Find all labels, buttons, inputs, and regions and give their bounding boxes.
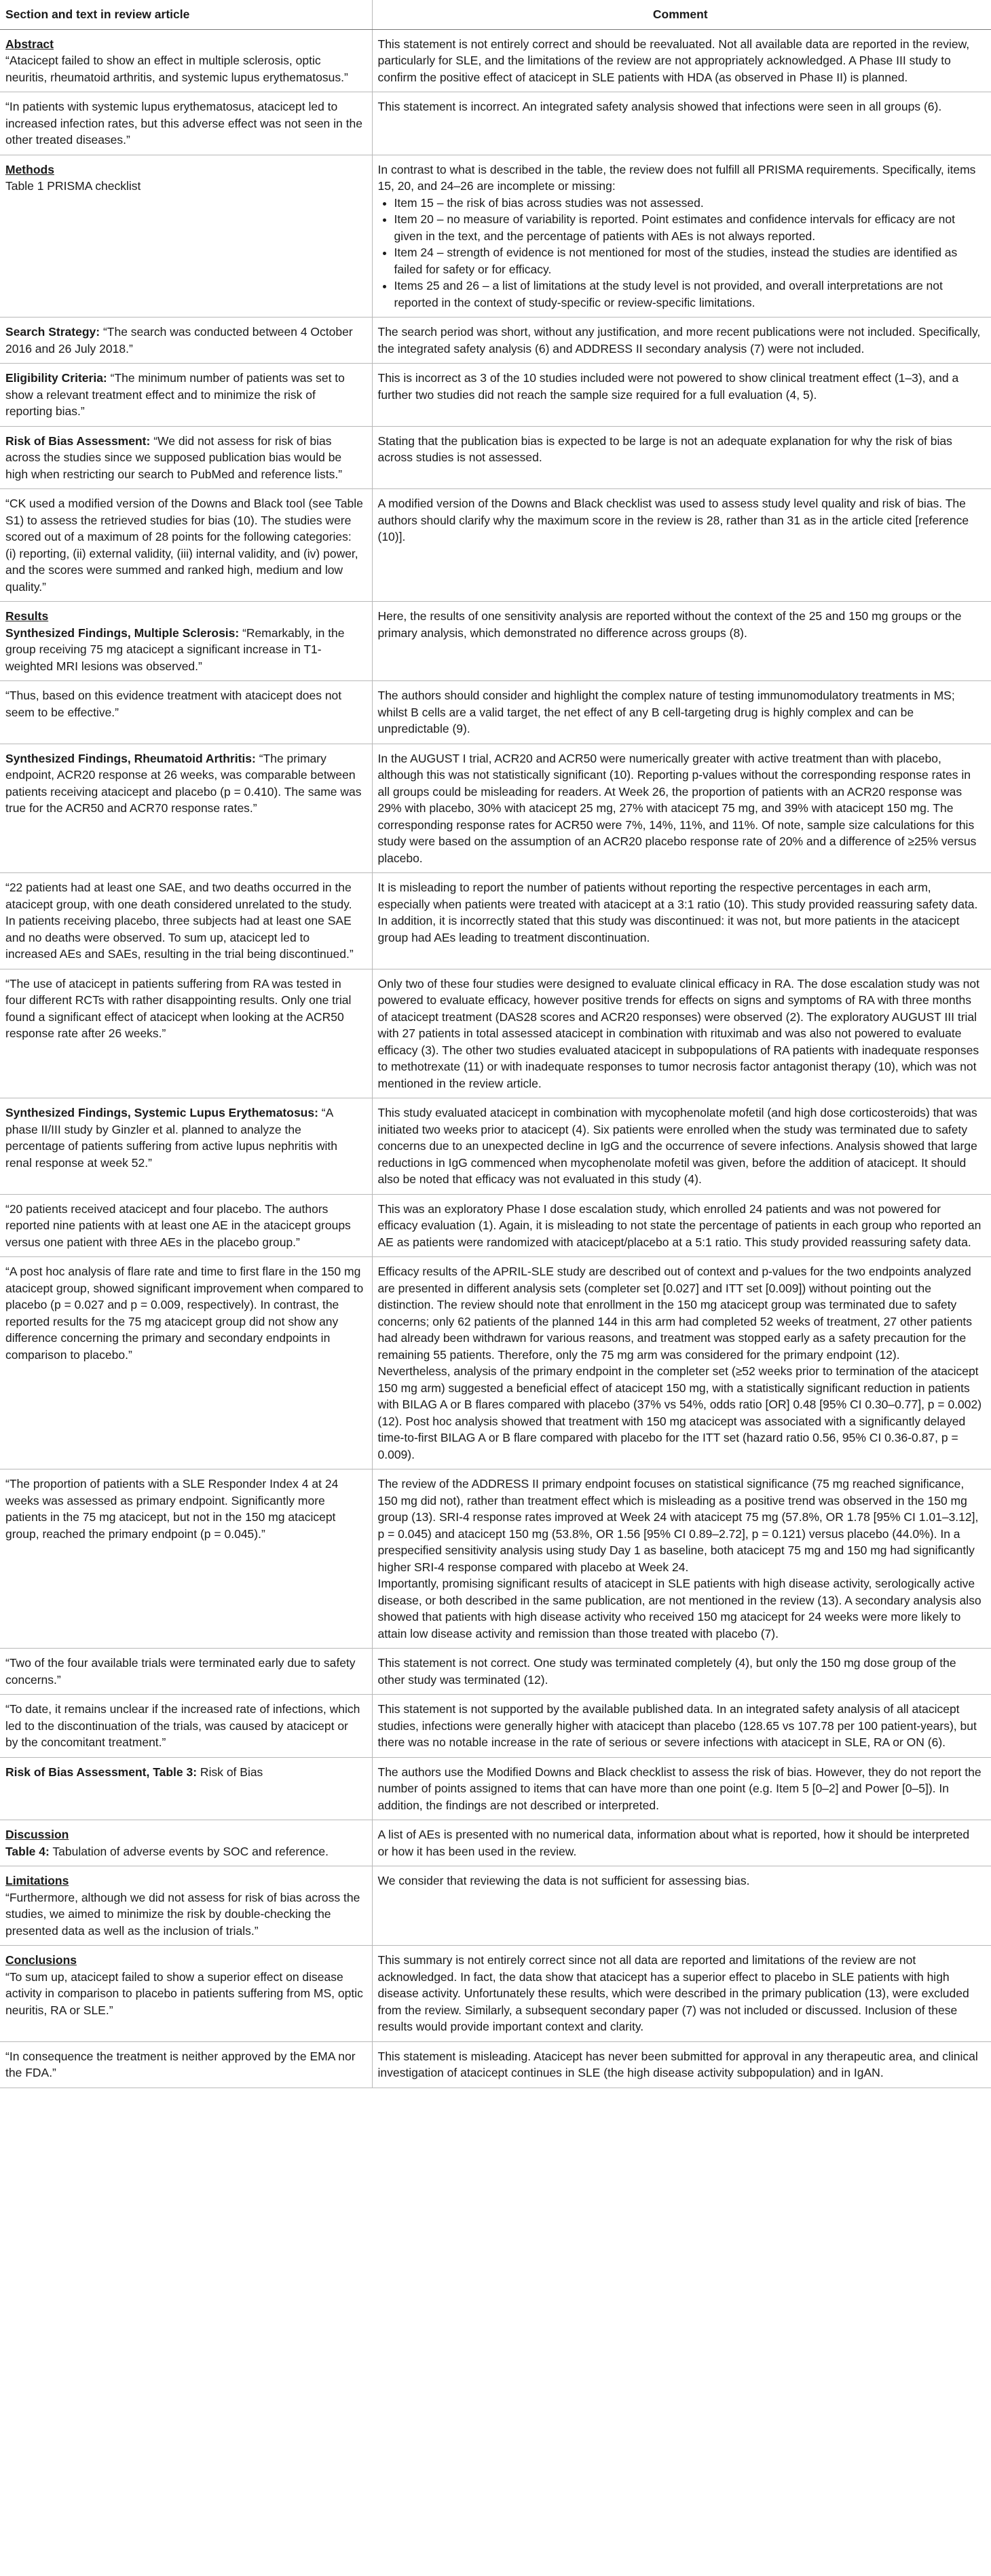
table-reference-label: Table 4: xyxy=(5,1844,50,1858)
quote-text: “22 patients had at least one SAE, and two deaths occurred in the atacicept group, with one death considered unrelated to the study. In patients receiving placebo, three subjects had at least one SAE and no deaths were observed. To sum up, atacicept led to increased AEs and SAEs, resulting in the trial being discontinued.” xyxy=(5,881,354,961)
comment-cell xyxy=(372,1098,991,1195)
review-text-cell xyxy=(0,1194,372,1257)
review-text-cell xyxy=(0,681,372,744)
comment-paragraph: Stating that the publication bias is expected to be large is not an adequate explanation for why the risk of bias across studies is not assessed. xyxy=(377,434,952,464)
comment-cell xyxy=(372,873,991,969)
comment-cell xyxy=(372,29,991,92)
comment-paragraph: It is misleading to report the number of patients without reporting the respective percentages in each arm, especially when patients were treated with atacicept at a 3:1 ratio (10). This study provided reassuring safety data. xyxy=(377,881,978,911)
quote-text: “The minimum number of patients was set to show a relevant treatment effect and to minimize the risk of reporting bias.” xyxy=(5,371,345,418)
comment-paragraph: This statement is not entirely correct and should be reevaluated. Not all available data are reported in the review, particularly for SLE, and the limitations of the review are not appropriately acknowledged. A Phase III study to confirm the positive effect of atacicept in SLE patients with HDA (as observed in Phase II) is planned. xyxy=(377,37,970,84)
comment-cell xyxy=(372,1757,991,1820)
comment-cell xyxy=(372,364,991,427)
review-text-cell xyxy=(0,1695,372,1758)
subsection-label: Synthesized Findings, Rheumatoid Arthritis: xyxy=(5,751,256,765)
review-text-cell xyxy=(0,1866,372,1946)
comment-paragraph: In the AUGUST I trial, ACR20 and ACR50 were numerically greater with active treatment than with placebo, although this was not statistically significant (10). Reporting p-values without the corresponding response rates in all groups could be misleading for readers. At Week 26, the proportion of patients with an ACR20 response was 29% with placebo, 30% with atacicept 25 mg, 27% with atacicept 75 mg, and 39% with atacicept 150 mg. The corresponding response rates for ACR50 were 7%, 14%, 11%, and 11%. Of note, sample size calculations for this study were based on the assumption of an ACR20 placebo response rate of 20% and a difference of ≥25% versus placebo. xyxy=(377,751,977,865)
comment-cell xyxy=(372,489,991,602)
quote-text: “20 patients received atacicept and four placebo. The authors reported nine patients with at least one AE in the atacicept groups versus one patient with three AEs in the placebo group.” xyxy=(5,1202,351,1249)
comment-cell xyxy=(372,744,991,873)
table-header-row xyxy=(0,0,991,29)
comment-cell xyxy=(372,1194,991,1257)
table-row xyxy=(0,92,991,155)
comment-paragraph: Only two of these four studies were designed to evaluate clinical efficacy in RA. The dose escalation study was not powered to evaluate efficacy, however positive trends for effects on signs and symptoms of RA with three months of atacicept treatment (DAS28 scores and ACR20 responses) were observed (2). The exploratory AUGUST III trial with 27 patients in total assessed atacicept in combination with rituximab and was also not powered to evaluate efficacy (3). The other two studies evaluated atacicept in subpopulations of RA patients with inadequate responses to methotrexate (11) or with inadequate responses to tumor necrosis factor antagonist therapy (10), which was not mentioned in the review article. xyxy=(377,976,980,1090)
subsection-label: Risk of Bias Assessment, Table 3: xyxy=(5,1765,198,1779)
review-text-cell xyxy=(0,1757,372,1820)
quote-text: “A phase II/III study by Ginzler et al. planned to analyze the percentage of patients suffering from active lupus nephritis with renal response at week 52.” xyxy=(5,1106,337,1170)
table-row xyxy=(0,1695,991,1758)
review-quote xyxy=(5,2048,364,2081)
quote-text: “Thus, based on this evidence treatment with atacicept does not seem to be effective.” xyxy=(5,689,342,719)
review-text-cell xyxy=(0,1098,372,1195)
comment-paragraph: This summary is not entirely correct since not all data are reported and limitations of the review are not acknowledged. In fact, the data show that atacicept has a superior effect to placebo in SLE patients with high disease activity. Unfortunately these results, which were described in the primary publication (13), were excluded from the review. Similarly, a subsequent secondary paper (7) was not included or discussed. Inclusion of these results would provide important context and clarity. xyxy=(377,1953,969,2033)
quote-text: Tabulation of adverse events by SOC and reference. xyxy=(49,1844,329,1858)
review-quote xyxy=(5,1843,364,1860)
comment-paragraph: This statement is not supported by the available published data. In an integrated safety analysis of all atacicept studies, infections were generally higher with atacicept than placebo (128.65 vs 107.78 per 100 patient-years), but there was no notable increase in the rate of serious or severe infections with atacicept in SLE, RA or ON (6). xyxy=(377,1702,977,1749)
comment-cell xyxy=(372,969,991,1098)
subsection-label: Eligibility Criteria: xyxy=(5,371,107,385)
review-quote xyxy=(5,1969,364,2019)
section-heading: Discussion xyxy=(5,1828,69,1841)
review-text-cell xyxy=(0,602,372,681)
table-row xyxy=(0,489,991,602)
table-row xyxy=(0,426,991,489)
table-row xyxy=(0,1257,991,1469)
review-text-cell xyxy=(0,744,372,873)
list-item: • Item 24 – strength of evidence is not mentioned for most of the studies, instead the studies are identified as failed for safety or for efficacy. xyxy=(394,244,984,277)
comment-cell xyxy=(372,1695,991,1758)
table-row xyxy=(0,1649,991,1695)
review-text-cell xyxy=(0,1820,372,1866)
review-text-cell xyxy=(0,1946,372,2042)
comment-cell xyxy=(372,2041,991,2088)
quote-text: “The search was conducted between 4 October 2016 and 26 July 2018.” xyxy=(5,325,353,355)
table-row xyxy=(0,2041,991,2088)
quote-text: “Furthermore, although we did not assess for risk of bias across the studies, we aimed to minimize the risk by double-checking the presented data as well as the inclusion of trials.” xyxy=(5,1890,360,1938)
quote-text: “Two of the four available trials were terminated early due to safety concerns.” xyxy=(5,1656,356,1687)
subsection-label: Search Strategy: xyxy=(5,325,100,339)
review-text-cell xyxy=(0,155,372,318)
review-text-cell xyxy=(0,1257,372,1469)
comment-cell xyxy=(372,1649,991,1695)
review-quote xyxy=(5,879,364,963)
review-text-cell xyxy=(0,489,372,602)
table-row xyxy=(0,681,991,744)
comment-cell xyxy=(372,681,991,744)
column-header-section: Section and text in review article xyxy=(0,0,372,29)
table-row xyxy=(0,155,991,318)
quote-text: Table 1 PRISMA checklist xyxy=(5,179,141,193)
section-heading: Abstract xyxy=(5,37,54,51)
quote-text: “The primary endpoint, ACR20 response at 26 weeks, was comparable between patients receiving atacicept and placebo (p = 0.410). The same was true for the ACR50 and ACR70 response rates.” xyxy=(5,751,362,815)
list-item: • Item 15 – the risk of bias across studies was not assessed. xyxy=(394,195,984,212)
review-text-cell xyxy=(0,426,372,489)
comment-paragraph: In addition, it is incorrectly stated that this study was discontinued: it was not, but more patients in the atacicept group had AEs leading to treatment discontinuation. xyxy=(377,914,960,944)
comment-cell xyxy=(372,426,991,489)
comment-paragraph: The review of the ADDRESS II primary endpoint focuses on statistical significance (75 mg reached significance, 150 mg did not), rather than treatment effect which is misleading as a positive trend was observed in the 150 mg group (13). SRI-4 response rates improved at Week 24 with atacicept 75 mg (57.8%, OR 1.78 [95% CI 1.01–3.12], p = 0.045) and atacicept 150 mg (53.8%, OR 1.56 [95% CI 0.89–2.72], p = 0.121) versus placebo (44.0%). In a prespecified sensitivity analysis using study Day 1 as baseline, both atacicept 75 mg and 150 mg had significantly higher SRI-4 response compared with placebo at Week 24. xyxy=(377,1477,979,1574)
table-row xyxy=(0,1866,991,1946)
table-row xyxy=(0,29,991,92)
review-quote xyxy=(5,324,364,357)
list-item: • Items 25 and 26 – a list of limitations at the study level is not provided, and overall interpretations are not reported in the context of study-specific or review-specific limitations. xyxy=(394,277,984,311)
review-text-cell xyxy=(0,2041,372,2088)
table-row xyxy=(0,969,991,1098)
review-quote xyxy=(5,1201,364,1251)
review-quote xyxy=(5,1476,364,1542)
comment-cell xyxy=(372,92,991,155)
comment-paragraph: Here, the results of one sensitivity analysis are reported without the context of the 25 and 150 mg groups or the primary analysis, which demonstrated no difference across groups (8). xyxy=(377,609,962,640)
review-quote xyxy=(5,98,364,149)
subsection-label: Risk of Bias Assessment: xyxy=(5,434,151,448)
comment-paragraph: This was an exploratory Phase I dose escalation study, which enrolled 24 patients and was not powered for efficacy evaluation (1). Again, it is misleading to not state the percentage of patients in each group who reported an AE as patients were randomized with atacicept/placebo at a 5:1 ratio. This study provided reassuring safety data. xyxy=(377,1202,981,1249)
review-quote xyxy=(5,433,364,483)
review-text-cell xyxy=(0,1469,372,1649)
table-row xyxy=(0,744,991,873)
review-quote xyxy=(5,976,364,1042)
review-quote xyxy=(5,625,364,675)
comment-paragraph: This study evaluated atacicept in combination with mycophenolate mofetil (and high dose corticosteroids) that was initiated two weeks prior to atacicept (4). Six patients were enrolled when the study was terminated due to safety concerns due to an unexpected decline in IgG and the occurrence of severe infections. Analysis showed that large reductions in IgG commenced when mycophenolate mofetil was given, before the addition of atacicept. It should also be noted that efficacy was not evaluated in this study (4). xyxy=(377,1106,977,1186)
quote-text: “CK used a modified version of the Downs and Black tool (see Table S1) to assess the retrieved studies for bias (10). The studies were scored out of a maximum of 28 points for the following categories: (i) reporting, (ii) external validity, (iii) internal validity, and (iv) power, and the scores were summed and ranked high, medium and low quality.” xyxy=(5,497,363,594)
review-text-cell xyxy=(0,318,372,364)
checklist-items xyxy=(378,195,984,311)
comment-paragraph: The authors use the Modified Downs and Black checklist to assess the risk of bias. However, they do not report the number of points assigned to items that can have more than one point (e.g. Item 5 [0–2] and Power [0–5]). In addition, the findings are not described or interpreted. xyxy=(377,1765,981,1812)
review-text-cell xyxy=(0,364,372,427)
section-heading: Conclusions xyxy=(5,1953,77,1967)
table-row xyxy=(0,364,991,427)
table-row xyxy=(0,873,991,969)
comment-paragraph: This statement is incorrect. An integrated safety analysis showed that infections were seen in all groups (6). xyxy=(377,100,942,113)
table-row xyxy=(0,1194,991,1257)
comment-paragraph: The search period was short, without any justification, and more recent publications were not included. Specifically, the integrated safety analysis (6) and ADDRESS II secondary analysis (7) were not included. xyxy=(377,325,981,355)
comment-paragraph: Nevertheless, analysis of the primary endpoint in the completer set (≥52 weeks prior to termination of the atacicept 150 mg arm) suggested a beneficial effect of atacicept 150 mg, with a statistically significant reduction in patients with BILAG A or B flares compared with placebo (37% vs 54%, odds ratio [OR] 0.48 [95% CI 0.30–0.77], p = 0.002) (12). Post hoc analysis showed that treatment with 150 mg atacicept was associated with a significantly delayed time-to-first BILAG A or B flare compared with placebo for the ITT set (hazard ratio 0.56, 95% CI 0.36-0.87, p = 0.009). xyxy=(377,1364,982,1461)
subsection-label: Synthesized Findings, Systemic Lupus Erythematosus: xyxy=(5,1106,318,1119)
quote-text: Risk of Bias xyxy=(197,1765,263,1779)
comment-paragraph: A list of AEs is presented with no numerical data, information about what is reported, how it should be interpreted or how it has been used in the review. xyxy=(377,1828,970,1858)
quote-text: “We did not assess for risk of bias across the studies since we supposed publication bias would be high when restricting our search to PubMed and reference lists.” xyxy=(5,434,343,481)
comment-paragraph: This statement is not correct. One study was terminated completely (4), but only the 150 mg dose group of the other study was terminated (12). xyxy=(377,1656,956,1687)
table-row xyxy=(0,602,991,681)
quote-text: “The use of atacicept in patients suffering from RA was tested in four different RCTs with rather disappointing results. Only one trial found a significant effect of atacicept when looking at the ACR50 response rate after 26 weeks.” xyxy=(5,976,352,1040)
comment-cell xyxy=(372,1257,991,1469)
quote-text: “Remarkably, in the group receiving 75 mg atacicept a significant increase in T1-weighted MRI lesions was observed.” xyxy=(5,626,345,673)
table-row xyxy=(0,1098,991,1195)
comment-paragraph: In contrast to what is described in the table, the review does not fulfill all PRISMA requirements. Specifically, items 15, 20, and 24–26 are incomplete or missing: xyxy=(377,162,976,193)
comment-cell xyxy=(372,1866,991,1946)
review-quote xyxy=(5,370,364,420)
review-quote xyxy=(5,52,364,85)
review-text-cell xyxy=(0,1649,372,1695)
table-row xyxy=(0,1946,991,2042)
comment-paragraph: We consider that reviewing the data is not sufficient for assessing bias. xyxy=(377,1874,750,1887)
review-quote xyxy=(5,1701,364,1751)
review-quote xyxy=(5,1889,364,1940)
quote-text: “In consequence the treatment is neither approved by the EMA nor the FDA.” xyxy=(5,2049,356,2079)
review-text-cell xyxy=(0,969,372,1098)
comment-cell xyxy=(372,318,991,364)
comment-paragraph: This is incorrect as 3 of the 10 studies included were not powered to show clinical treatment effect (1–3), and a further two studies did not reach the sample size required for a full evaluation (4, 5). xyxy=(377,371,959,402)
review-text-cell xyxy=(0,92,372,155)
section-heading: Results xyxy=(5,609,49,623)
subsection-label: Synthesized Findings, Multiple Sclerosis: xyxy=(5,626,240,640)
quote-text: “In patients with systemic lupus erythematosus, atacicept led to increased infection rates, but this adverse effect was not seen in the other treated diseases.” xyxy=(5,100,362,147)
quote-text: “The proportion of patients with a SLE Responder Index 4 at 24 weeks was assessed as primary endpoint. Significantly more patients in the 75 mg atacicept, but not in the 150 mg atacicept group, reached the primary endpoint (p = 0.045).” xyxy=(5,1477,339,1541)
review-quote xyxy=(5,1655,364,1688)
table-row xyxy=(0,1469,991,1649)
review-quote xyxy=(5,178,364,195)
table-row xyxy=(0,1820,991,1866)
comment-cell xyxy=(372,155,991,318)
column-header-comment: Comment xyxy=(372,0,991,29)
section-heading: Limitations xyxy=(5,1874,69,1887)
review-quote xyxy=(5,1764,364,1781)
comment-cell xyxy=(372,602,991,681)
quote-text: “To sum up, atacicept failed to show a superior effect on disease activity in comparison to placebo in patients suffering from MS, optic neuritis, RA or SLE.” xyxy=(5,1969,363,2017)
comment-paragraph: Efficacy results of the APRIL-SLE study are described out of context and p-values for the two endpoints analyzed are presented in different analysis sets (completer set [0.027] and ITT set [0.009]) without pointing out the distinction. The review should note that enrollment in the 150 mg atacicept group was terminated due to safety concerns; only 62 patients of the planned 144 in this arm had completed 52 weeks of treatment, 27 other patients had already been withdrawn for various reasons, and treatment was stopped early as a safety precaution for the remaining 55 patients. Therefore, only the 75 mg arm was considered for the primary endpoint (12). xyxy=(377,1265,973,1362)
review-quote xyxy=(5,1263,364,1363)
quote-text: “Atacicept failed to show an effect in multiple sclerosis, optic neuritis, rheumatoid arthritis, and systemic lupus erythematosus.” xyxy=(5,54,348,84)
review-quote xyxy=(5,495,364,595)
quote-text: “A post hoc analysis of flare rate and time to first flare in the 150 mg atacicept group, showed significant improvement when compared to placebo (p = 0.027 and p = 0.009, respectively). In contrast, the reported results for the 75 mg atacicept group did not show any difference concerning the primary and secondary endpoints in comparison to placebo.” xyxy=(5,1265,364,1362)
review-quote xyxy=(5,750,364,817)
section-heading: Methods xyxy=(5,162,54,176)
review-quote xyxy=(5,687,364,720)
review-text-cell xyxy=(0,873,372,969)
review-quote xyxy=(5,1104,364,1171)
table-row xyxy=(0,318,991,364)
review-text-cell xyxy=(0,29,372,92)
list-item: • Item 20 – no measure of variability is reported. Point estimates and confidence intervals for efficacy are not given in the text, and the percentage of patients with AEs is not always reported. xyxy=(394,211,984,244)
comment-paragraph: The authors should consider and highlight the complex nature of testing immunomodulatory treatments in MS; whilst B cells are a valid target, the net effect of any B cell-targeting drug is highly complex and can be unpredictable (9). xyxy=(377,689,955,735)
quote-text: “To date, it remains unclear if the increased rate of infections, which led to the discontinuation of the trials, was caused by atacicept or by the concomitant treatment.” xyxy=(5,1702,360,1749)
comment-paragraph: A modified version of the Downs and Black checklist was used to assess study level quality and risk of bias. The authors should clarify why the maximum score in the review is 28, rather than 31 as in the article cited [reference (10)]. xyxy=(377,497,969,543)
comment-cell xyxy=(372,1946,991,2042)
comment-paragraph: This statement is misleading. Atacicept has never been submitted for approval in any therapeutic area, and clinical investigation of atacicept continues in SLE (the high disease activity subpopulation) and in IgAN. xyxy=(377,2049,978,2079)
comment-cell xyxy=(372,1820,991,1866)
table-row xyxy=(0,1757,991,1820)
comment-cell xyxy=(372,1469,991,1649)
comment-paragraph: Importantly, promising significant results of atacicept in SLE patients with high disease activity, serologically active disease, or both described in the same publication, are not mentioned in the review (13). A secondary analysis also showed that patients with high disease activity who received 150 mg atacicept for 24 weeks were more likely to attain low disease activity and remission than those treated with placebo (7). xyxy=(377,1577,981,1640)
